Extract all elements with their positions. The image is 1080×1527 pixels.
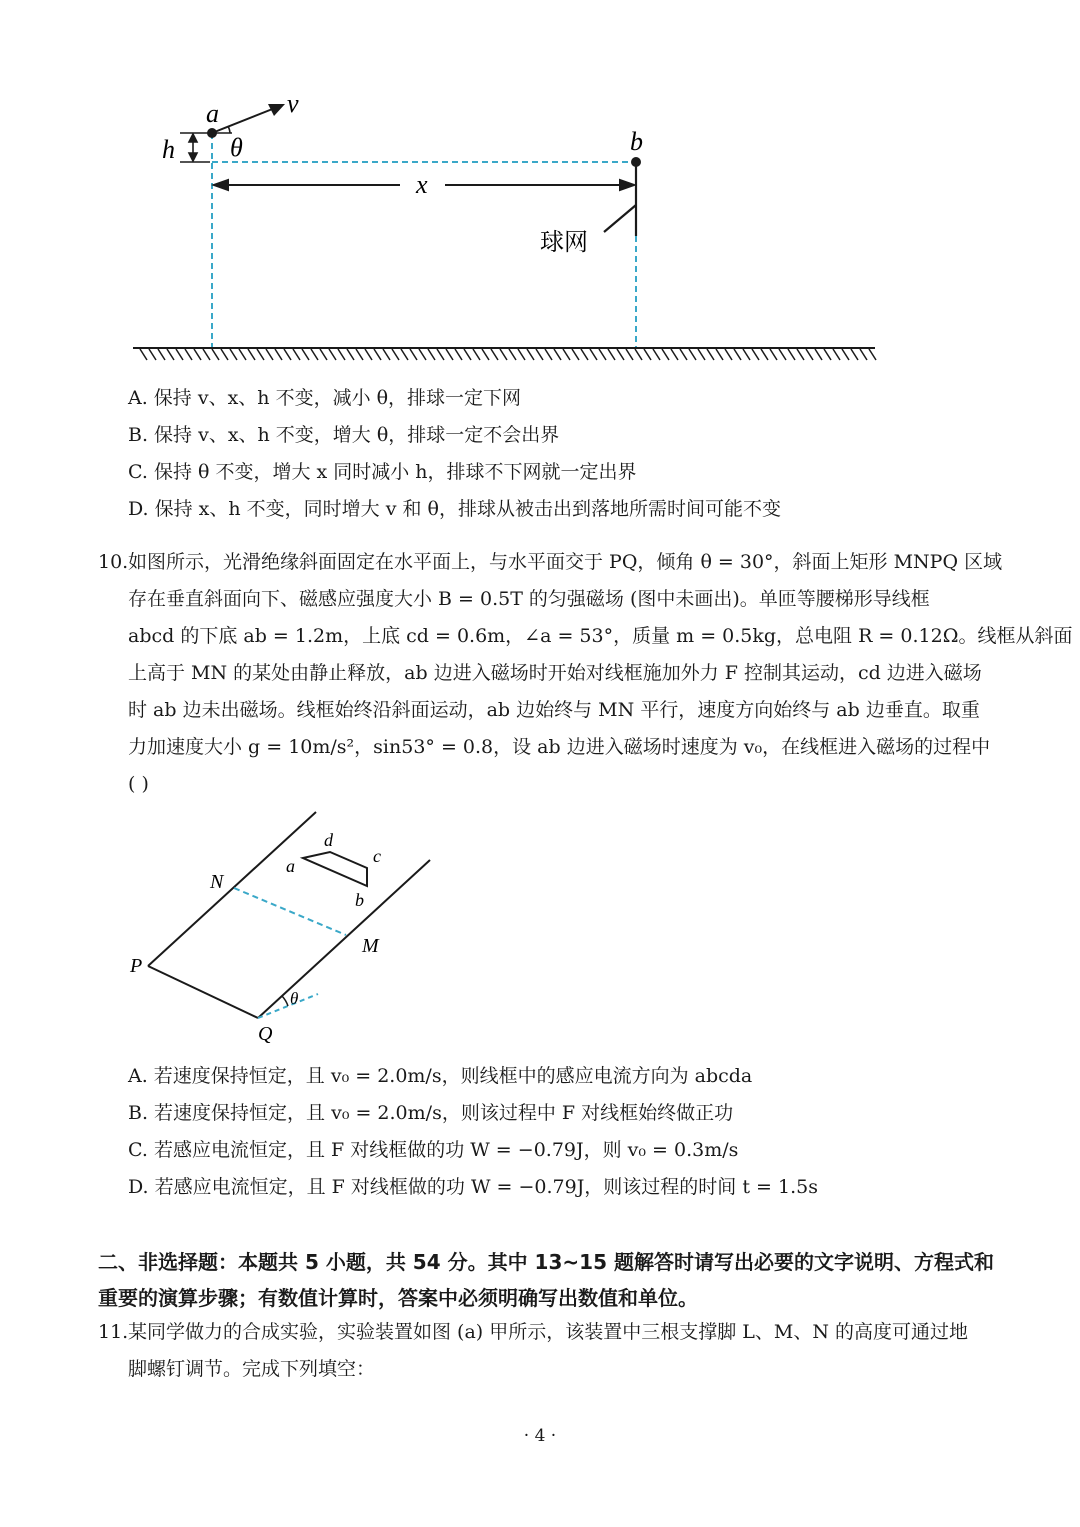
hatch-mark — [428, 349, 435, 360]
hatch-mark — [311, 349, 318, 360]
hatch-mark — [761, 349, 768, 360]
hatch-mark — [419, 349, 426, 360]
label-a: a — [206, 99, 219, 128]
hatch-mark — [617, 349, 624, 360]
q9-option-b: B. 保持 v、x、h 不变，增大 θ，排球一定不会出界 — [128, 424, 560, 446]
hatch-mark — [725, 349, 732, 360]
hatch-mark — [707, 349, 714, 360]
q11-line-1: 某同学做力的合成实验，实验装置如图 (a) 甲所示，该装置中三根支撑脚 L、M、N 的高度可通过地 — [128, 1321, 969, 1343]
hatch-mark — [518, 349, 525, 360]
q10-line-5: 时 ab 边未出磁场。线框始终沿斜面运动，ab 边始终与 MN 平行，速度方向始终与 ab 边垂直。取重 — [128, 699, 980, 721]
q10-line-3: abcd 的下底 ab = 1.2m，上底 cd = 0.6m，∠a = 53°，质量 m = 0.5kg，总电阻 R = 0.12Ω。线框从斜面 — [128, 625, 1073, 647]
hatch-mark — [608, 349, 615, 360]
label-v: v — [287, 89, 299, 118]
q9-option-c: C. 保持 θ 不变，增大 x 同时减小 h，排球不下网就一定出界 — [128, 461, 637, 483]
net-post — [604, 162, 636, 236]
hatch-mark — [455, 349, 462, 360]
label-d: d — [324, 830, 333, 850]
label-x: x — [416, 170, 428, 199]
hatch-mark — [437, 349, 444, 360]
hatch-mark — [284, 349, 291, 360]
label-a2: a — [286, 856, 295, 876]
hatch-mark — [860, 349, 867, 360]
hatch-mark — [869, 349, 876, 360]
hatch-mark — [374, 349, 381, 360]
hatch-mark — [689, 349, 696, 360]
hatch-mark — [410, 349, 417, 360]
hatch-mark — [230, 349, 237, 360]
hatch-mark — [779, 349, 786, 360]
hatch-mark — [536, 349, 543, 360]
q11-line-2: 脚螺钉调节。完成下列填空： — [128, 1358, 376, 1380]
label-P: P — [130, 955, 143, 977]
hatch-mark — [788, 349, 795, 360]
hatch-mark — [770, 349, 777, 360]
q10-line-1: 如图所示，光滑绝缘斜面固定在水平面上，与水平面交于 PQ，倾角 θ = 30°，斜面上矩形 MNPQ 区域 — [128, 551, 1003, 573]
label-b2: b — [355, 890, 364, 910]
hatch-mark — [599, 349, 606, 360]
q9-option-d: D. 保持 x、h 不变，同时增大 v 和 θ，排球从被击出到落地所需时间可能不变 — [128, 498, 781, 520]
hatch-mark — [635, 349, 642, 360]
hatch-mark — [140, 349, 147, 360]
label-theta: θ — [230, 133, 243, 162]
q9-option-a: A. 保持 v、x、h 不变，减小 θ，排球一定下网 — [128, 387, 522, 409]
section2-heading-line2: 重要的演算步骤；有数值计算时，答案中必须明确写出数值和单位。 — [98, 1286, 698, 1310]
hatch-mark — [572, 349, 579, 360]
hatch-mark — [527, 349, 534, 360]
hatch-mark — [752, 349, 759, 360]
mn-dashed — [234, 888, 346, 935]
hatch-mark — [176, 349, 183, 360]
label-c: c — [373, 846, 381, 866]
hatch-mark — [662, 349, 669, 360]
hatch-mark — [797, 349, 804, 360]
hatch-mark — [482, 349, 489, 360]
h-dimension — [180, 133, 210, 162]
hatch-mark — [464, 349, 471, 360]
hatch-mark — [356, 349, 363, 360]
q10-option-d: D. 若感应电流恒定，且 F 对线框做的功 W = −0.79J，则该过程的时间 t = 1.5s — [128, 1176, 818, 1198]
hatch-mark — [491, 349, 498, 360]
hatch-mark — [806, 349, 813, 360]
q10-answer-blank: ( ) — [128, 773, 149, 795]
hatch-mark — [500, 349, 507, 360]
hatch-mark — [302, 349, 309, 360]
velocity-arrow — [212, 108, 275, 133]
q10-line-4: 上高于 MN 的某处由静止释放，ab 边进入磁场时开始对线框施加外力 F 控制其运动，cd 边进入磁场 — [128, 662, 982, 684]
hatch-mark — [266, 349, 273, 360]
hatch-mark — [248, 349, 255, 360]
hatch-mark — [590, 349, 597, 360]
hatch-mark — [842, 349, 849, 360]
hatch-mark — [401, 349, 408, 360]
hatch-mark — [167, 349, 174, 360]
hatch-mark — [671, 349, 678, 360]
hatch-mark — [257, 349, 264, 360]
hatch-mark — [833, 349, 840, 360]
hatch-mark — [545, 349, 552, 360]
hatch-mark — [644, 349, 651, 360]
hatch-mark — [293, 349, 300, 360]
hatch-mark — [194, 349, 201, 360]
label-N: N — [210, 871, 224, 893]
incline-outline — [148, 812, 430, 1018]
q10-option-c: C. 若感应电流恒定，且 F 对线框做的功 W = −0.79J，则 v₀ = 0.3m/s — [128, 1139, 739, 1161]
label-theta-2: θ — [290, 989, 299, 1008]
hatch-mark — [212, 349, 219, 360]
point-b — [631, 157, 641, 167]
ground-hatching — [140, 349, 876, 360]
q10-line-6: 力加速度大小 g = 10m/s²，sin53° = 0.8，设 ab 边进入磁场时速度为 v₀，在线框进入磁场的过程中 — [128, 736, 991, 758]
hatch-mark — [734, 349, 741, 360]
label-net: 球网 — [540, 228, 588, 256]
hatch-mark — [203, 349, 210, 360]
figure-volleyball — [0, 0, 1080, 380]
hatch-mark — [239, 349, 246, 360]
theta-arc-2 — [282, 996, 288, 1006]
hatch-mark — [320, 349, 327, 360]
hatch-mark — [509, 349, 516, 360]
hatch-mark — [185, 349, 192, 360]
q11-number: 11. — [98, 1321, 129, 1343]
label-b: b — [630, 127, 643, 156]
hatch-mark — [365, 349, 372, 360]
hatch-mark — [338, 349, 345, 360]
label-Q: Q — [258, 1023, 273, 1045]
hatch-mark — [626, 349, 633, 360]
q10-option-b: B. 若速度保持恒定，且 v₀ = 2.0m/s，则该过程中 F 对线框始终做正功 — [128, 1102, 734, 1124]
hatch-mark — [392, 349, 399, 360]
page-number: · 4 · — [523, 1426, 557, 1446]
hatch-mark — [851, 349, 858, 360]
hatch-mark — [446, 349, 453, 360]
trapezoid-frame — [303, 852, 367, 886]
hatch-mark — [221, 349, 228, 360]
q10-line-2: 存在垂直斜面向下、磁感应强度大小 B = 0.5T 的匀强磁场 (图中未画出)。单匝等腰梯形导线框 — [128, 588, 930, 610]
label-h: h — [162, 135, 175, 164]
hatch-mark — [158, 349, 165, 360]
hatch-mark — [680, 349, 687, 360]
hatch-mark — [149, 349, 156, 360]
figure-incline — [0, 800, 1080, 1050]
section2-heading-line1: 二、非选择题：本题共 5 小题，共 54 分。其中 13~15 题解答时请写出必要的文字说明、方程式和 — [98, 1250, 994, 1274]
hatch-mark — [743, 349, 750, 360]
hatch-mark — [824, 349, 831, 360]
hatch-mark — [554, 349, 561, 360]
label-M: M — [362, 935, 379, 957]
hatch-mark — [653, 349, 660, 360]
hatch-mark — [581, 349, 588, 360]
hatch-mark — [716, 349, 723, 360]
hatch-mark — [275, 349, 282, 360]
hatch-mark — [383, 349, 390, 360]
hatch-mark — [329, 349, 336, 360]
hatch-mark — [473, 349, 480, 360]
hatch-mark — [698, 349, 705, 360]
q10-option-a: A. 若速度保持恒定，且 v₀ = 2.0m/s，则线框中的感应电流方向为 abcda — [128, 1065, 753, 1087]
hatch-mark — [563, 349, 570, 360]
hatch-mark — [815, 349, 822, 360]
q10-number: 10. — [98, 551, 129, 573]
hatch-mark — [347, 349, 354, 360]
